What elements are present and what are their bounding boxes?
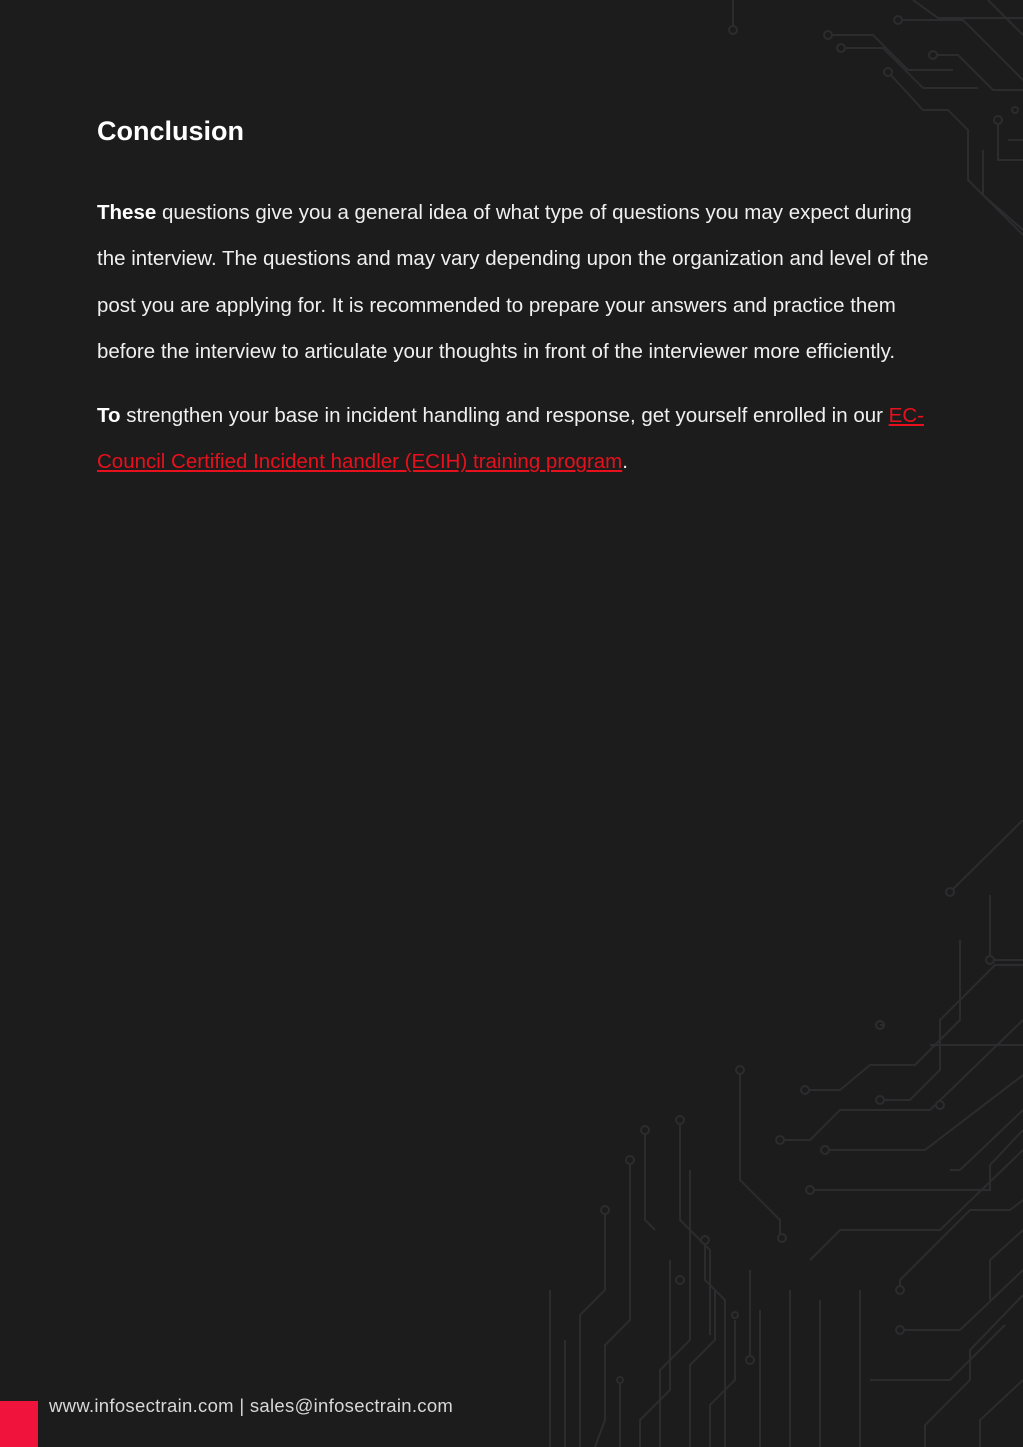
enrollment-paragraph	[97, 393, 937, 486]
paragraph-lead-word: These	[97, 201, 157, 224]
section-heading: Conclusion	[97, 116, 244, 146]
ecih-training-link[interactable]: EC-Council Certified Incident handler (ECIH) training program	[97, 404, 924, 474]
circuit-pattern-bottom-right	[540, 820, 1023, 1447]
main-content	[97, 112, 937, 504]
footer-contact: www.infosectrain.com | sales@infosectrain.com	[49, 1395, 454, 1416]
page-footer	[0, 1395, 600, 1447]
conclusion-paragraph	[97, 190, 937, 375]
paragraph-text: strengthen your base in incident handling and response, get yourself enrolled in our	[120, 404, 889, 428]
paragraph-lead-word: To	[97, 404, 121, 428]
paragraph-text: questions give you a general idea of what type of questions you may expect during the interview. The questions and may vary depending upon the organization and level of the post you are applying for. It is recommended to prepare your answers and practice them before the interview to articulate your thoughts in front of the interviewer more efficiently.	[97, 201, 929, 363]
paragraph-tail: .	[622, 450, 628, 474]
footer-accent-block	[0, 1401, 38, 1447]
